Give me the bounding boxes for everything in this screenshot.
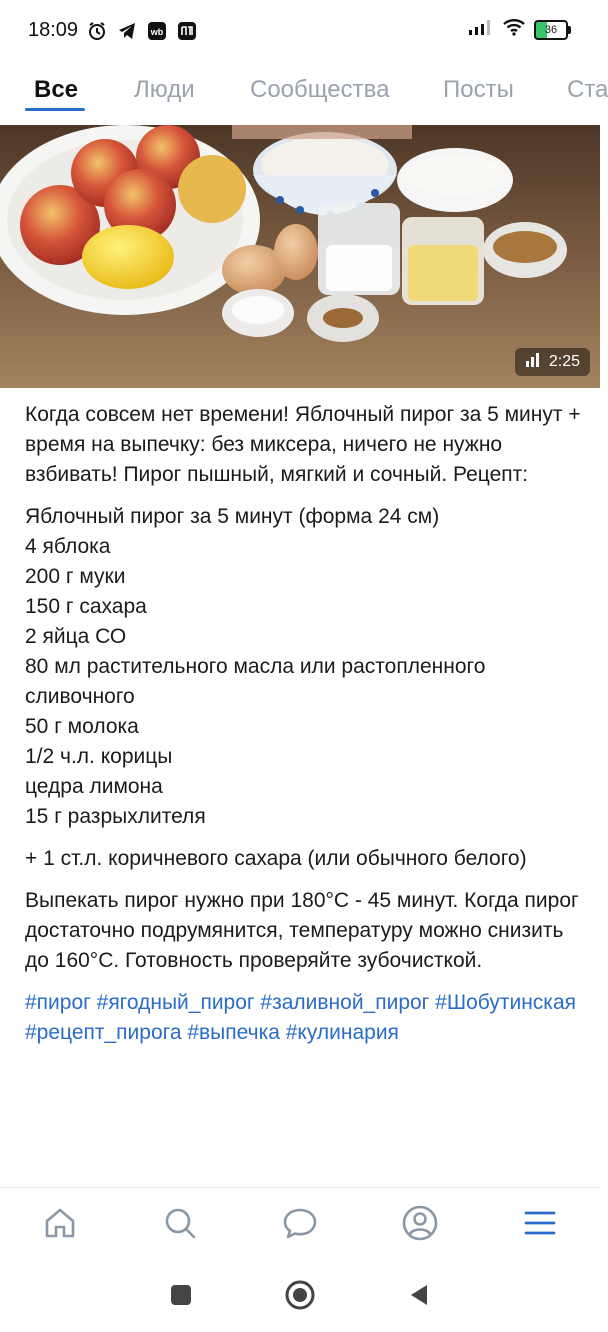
tab-communities[interactable]: Сообщества	[250, 76, 390, 103]
notification-icons	[86, 20, 198, 42]
list-item: 4 яблока	[25, 535, 111, 558]
tab-articles[interactable]: Ста	[567, 76, 608, 103]
home-icon	[42, 1205, 78, 1246]
list-item: 50 г молока	[25, 715, 139, 738]
post-hashtags[interactable]: #пирог #ягодный_пирог #заливной_пирог #Шобутинская #рецепт_пирога #выпечка #кулинария	[25, 991, 576, 1044]
video-duration: 2:25	[548, 353, 580, 370]
system-status-icons	[468, 18, 568, 41]
post-intro: Когда совсем нет времени! Яблочный пирог за 5 минут + время на выпечку: без миксера, ничего не нужно взбивать! Пирог пышный, мягкий и сочный. Рецепт:	[25, 403, 581, 486]
back-button[interactable]	[406, 1282, 432, 1313]
alarm-icon	[86, 20, 108, 42]
video-preview[interactable]	[0, 125, 600, 388]
list-item: 1/2 ч.л. корицы	[25, 745, 173, 768]
list-item: 2 яйца СО	[25, 625, 127, 648]
profile-icon	[401, 1204, 439, 1247]
nav-home[interactable]	[0, 1188, 120, 1263]
home-button[interactable]	[284, 1279, 316, 1316]
nav-search[interactable]	[120, 1188, 240, 1263]
tab-posts[interactable]: Посты	[443, 76, 514, 103]
video-thumbnail	[0, 125, 600, 388]
status-bar	[0, 0, 600, 64]
stats-icon	[525, 353, 541, 372]
svg-text:wb: wb	[150, 27, 164, 37]
video-duration-badge	[515, 348, 590, 376]
list-item: 15 г разрыхлителя	[25, 805, 206, 828]
app-notification-icon	[176, 20, 198, 42]
active-tab-indicator	[25, 108, 85, 111]
menu-icon	[522, 1205, 558, 1246]
search-icon	[162, 1205, 198, 1246]
telegram-icon	[116, 20, 138, 42]
signal-icon	[468, 18, 494, 41]
nav-messages[interactable]	[240, 1188, 360, 1263]
post-text	[25, 400, 585, 1060]
list-item: 150 г сахара	[25, 595, 147, 618]
search-tabs	[0, 64, 608, 124]
chat-icon	[282, 1205, 318, 1246]
list-item: 200 г муки	[25, 565, 126, 588]
list-item: Яблочный пирог за 5 минут (форма 24 см)	[25, 505, 440, 528]
recent-apps-button[interactable]	[168, 1282, 194, 1313]
post-extra: + 1 ст.л. коричневого сахара (или обычного белого)	[25, 847, 527, 870]
nav-menu[interactable]	[480, 1188, 600, 1263]
list-item: цедра лимона	[25, 775, 163, 798]
tab-people[interactable]: Люди	[134, 76, 195, 103]
system-navigation	[0, 1262, 600, 1332]
post-baking: Выпекать пирог нужно при 180°С - 45 минут. Когда пирог достаточно подрумянится, температуру можно снизить до 160°С. Готовность проверяйте зубочисткой.	[25, 889, 579, 972]
ingredient-list	[25, 502, 585, 832]
battery-icon: 36	[534, 20, 568, 40]
bottom-navigation	[0, 1187, 600, 1263]
list-item: 80 мл растительного масла или растопленного сливочного	[25, 655, 486, 708]
nav-profile[interactable]	[360, 1188, 480, 1263]
wildberries-icon	[146, 20, 168, 42]
status-time: 18:09	[28, 19, 79, 41]
wifi-icon	[502, 18, 526, 41]
tab-all[interactable]: Все	[34, 76, 79, 103]
